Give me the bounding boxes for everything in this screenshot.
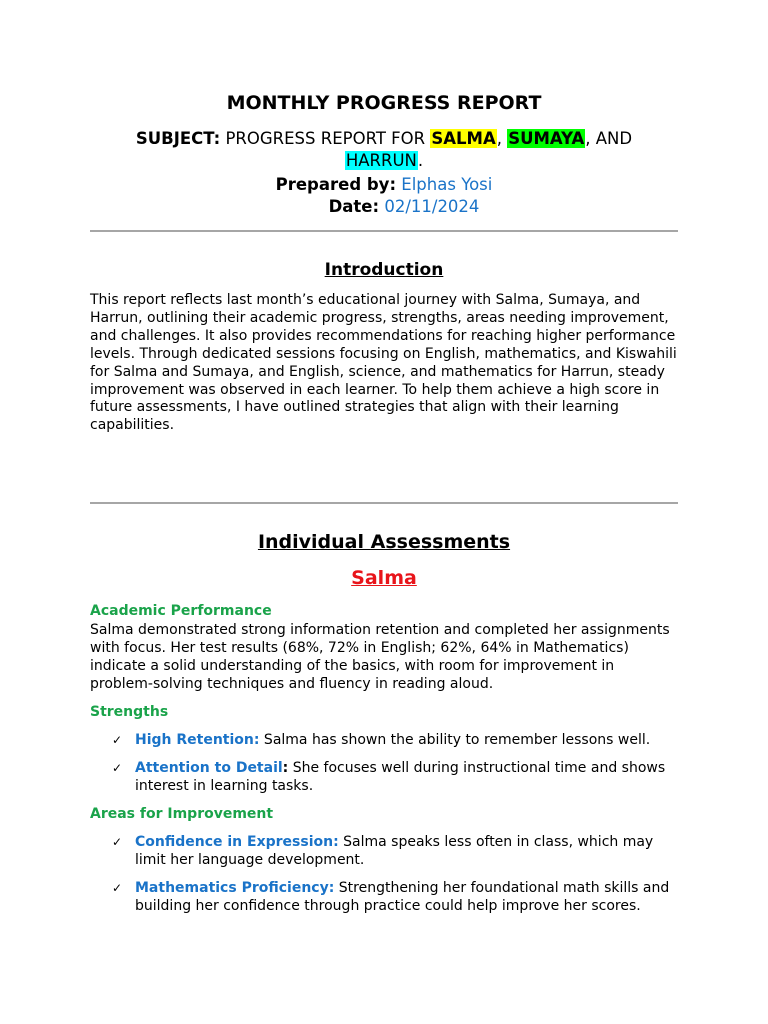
item-label: Mathematics Proficiency:	[135, 880, 335, 896]
date-label: Date:	[328, 197, 380, 216]
item-colon: :	[282, 760, 289, 776]
item-text: Strengthening her foundational math skills and building her confidence through practice could help improve her scores.	[135, 880, 670, 914]
checkmark-icon: ✓	[112, 835, 123, 849]
introduction-heading: Introduction	[324, 260, 444, 280]
checkmark-icon: ✓	[112, 761, 123, 775]
item-label: Confidence in Expression:	[135, 834, 339, 850]
academic-performance-paragraph: Salma demonstrated strong information retention and completed her assignments with focus. Her test results (68%, 72% in English; 62%, 64% in Mathematics) indicate a solid understanding of the basics, with room for improvement in problem-solving techniques and fluency in reading aloud.	[90, 622, 670, 692]
subject-line	[110, 128, 658, 172]
prepared-by-label: Prepared by:	[275, 175, 397, 194]
item-text: Salma has shown the ability to remember lessons well.	[259, 732, 651, 748]
highlight-salma: SALMA	[431, 129, 496, 148]
prepared-by-value: Elphas Yosi	[401, 175, 493, 194]
checkmark-icon: ✓	[112, 881, 123, 895]
list-item	[112, 880, 672, 916]
date-value: 02/11/2024	[384, 197, 480, 216]
subject-text: PROGRESS REPORT FOR	[225, 129, 426, 148]
subject-sep-1: ,	[496, 129, 502, 148]
list-item	[112, 760, 672, 796]
strengths-heading: Strengths	[90, 704, 169, 720]
item-label: High Retention:	[135, 732, 260, 748]
areas-for-improvement-heading: Areas for Improvement	[90, 806, 274, 822]
individual-assessments-heading: Individual Assessments	[257, 531, 511, 553]
list-item	[112, 834, 672, 870]
item-text: Salma speaks less often in class, which may limit her language development.	[135, 834, 654, 868]
highlight-harrun: HARRUN	[345, 151, 417, 170]
highlight-sumaya: SUMAYA	[508, 129, 585, 148]
student-name-salma: Salma	[351, 567, 417, 589]
item-text: She focuses well during instructional time and shows interest in learning tasks.	[135, 760, 666, 794]
date-line	[0, 196, 768, 218]
subject-sep-2: , AND	[585, 129, 633, 148]
report-title: MONTHLY PROGRESS REPORT	[226, 92, 542, 114]
divider	[90, 502, 678, 504]
academic-performance-heading: Academic Performance	[90, 603, 272, 619]
introduction-paragraph: This report reflects last month’s educational journey with Salma, Sumaya, and Harrun, outlining their academic progress, strengths, areas needing improvement, and challenges. It also provides recommendations for reaching higher performance levels. Through dedicated sessions focusing on English, mathematics, and Kiswahili for Salma and Sumaya, and English, science, and mathematics for Harrun, steady improvement was observed in each learner. To help them achieve a high score in future assessments, I have outlined strategies that align with their learning capabilities.	[90, 292, 677, 434]
subject-label: SUBJECT:	[135, 129, 221, 148]
checkmark-icon: ✓	[112, 733, 123, 747]
list-item	[112, 732, 672, 750]
item-label: Attention to Detail	[135, 760, 283, 776]
subject-end: .	[417, 151, 424, 170]
divider	[90, 230, 678, 232]
prepared-by-line	[0, 174, 768, 196]
